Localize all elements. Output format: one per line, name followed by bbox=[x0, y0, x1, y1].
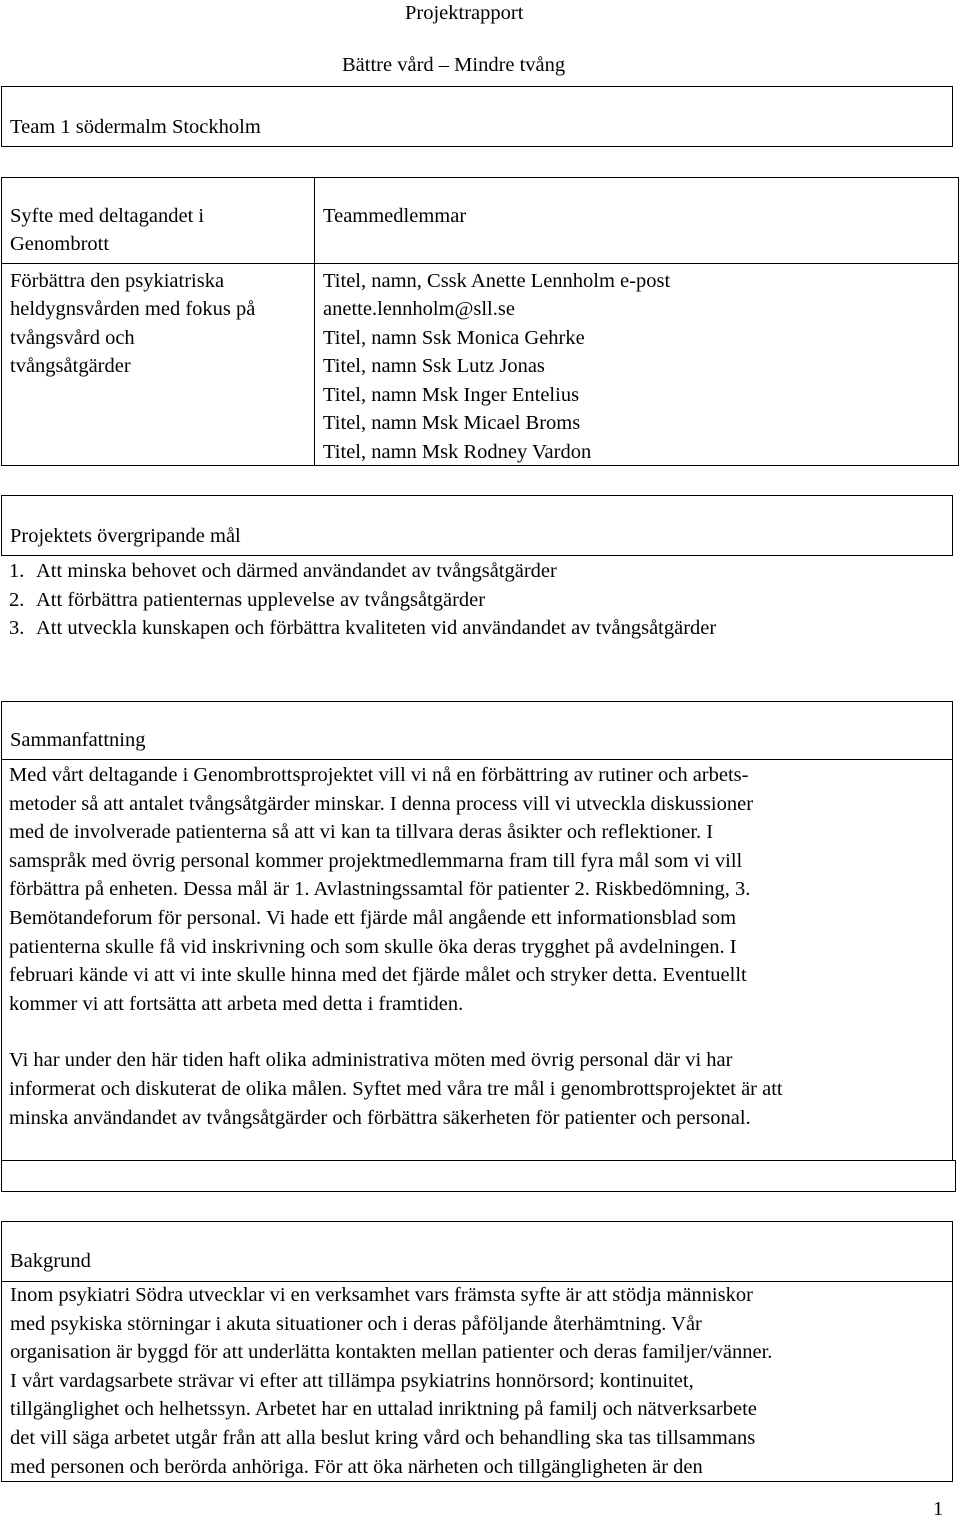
goal-item bbox=[9, 586, 716, 615]
summary-line: kommer vi att fortsätta att arbeta med detta i framtiden. bbox=[9, 992, 464, 1015]
purpose-line: tvångsvård och bbox=[10, 327, 135, 349]
summary-line: informerat och diskuterat de olika målen. Syftet med våra tre mål i genombrottsprojektet är att bbox=[9, 1077, 783, 1100]
summary-line: med de involverade patienterna så att vi kan ta tillvara deras åsikter och reflektioner. I bbox=[9, 821, 714, 844]
summary-heading-box bbox=[1, 701, 953, 760]
goals-heading: Projektets övergripande mål bbox=[10, 525, 241, 547]
background-line: med personen och berörda anhöriga. För att öka närheten och tillgängligheten är den bbox=[10, 1455, 703, 1478]
member-line: Titel, namn Ssk Monica Gehrke bbox=[323, 327, 585, 349]
summary-line: Bemötandeforum för personal. Vi hade ett fjärde mål angående ett informationsblad som bbox=[9, 906, 737, 929]
team-box bbox=[1, 86, 953, 147]
goal-text: Att utveckla kunskapen och förbättra kvaliteten vid användandet av tvångsåtgärder bbox=[36, 617, 717, 640]
goal-item bbox=[9, 557, 716, 586]
team-name: Team 1 södermalm Stockholm bbox=[10, 116, 261, 138]
document-type-title: Projektrapport bbox=[405, 2, 524, 24]
summary-line: metoder så att antalet tvångsåtgärder minskar. I denna process vill vi utveckla diskussioner bbox=[9, 792, 754, 815]
background-body-box bbox=[1, 1281, 953, 1482]
background-body bbox=[10, 1281, 772, 1481]
purpose-divider bbox=[2, 263, 314, 264]
summary-line: Vi har under den här tiden haft olika administrativa möten med övrig personal där vi har bbox=[9, 1049, 733, 1072]
member-line: Titel, namn Msk Rodney Vardon bbox=[323, 441, 592, 463]
background-line: Inom psykiatri Södra utvecklar vi en verksamhet vars främsta syfte är att stödja människor bbox=[10, 1284, 753, 1306]
member-line: Titel, namn Msk Micael Broms bbox=[323, 412, 581, 434]
member-line: Titel, namn Msk Inger Entelius bbox=[323, 384, 580, 406]
goal-item bbox=[9, 614, 716, 643]
summary-line: Med vårt deltagande i Genombrottsprojektet vill vi nå en förbättring av rutiner och arbets- bbox=[9, 764, 749, 786]
background-line: organisation är byggd för att underlätta kontakten mellan patienter och deras familjer/vänner. bbox=[10, 1341, 773, 1364]
summary-heading: Sammanfattning bbox=[10, 729, 146, 751]
background-line: det vill säga arbetet utgår från att alla beslut kring vård och behandling ska tas tillsammans bbox=[10, 1426, 756, 1449]
purpose-line: Förbättra den psykiatriska bbox=[10, 270, 225, 292]
goal-text: Att förbättra patienternas upplevelse av tvångsåtgärder bbox=[36, 588, 486, 611]
purpose-line: heldygnsvården med fokus på bbox=[10, 298, 256, 320]
summary-line: februari kände vi att vi inte skulle hinna med det fjärde målet och stryker detta. Eventuellt bbox=[9, 964, 747, 987]
member-email: anette.lennholm@sll.se bbox=[323, 298, 515, 320]
background-heading: Bakgrund bbox=[10, 1250, 91, 1272]
purpose-heading-line2: Genombrott bbox=[10, 233, 110, 255]
background-line: I vårt vardagsarbete strävar vi efter att tillämpa psykiatrins honnörsord; kontinuitet, bbox=[10, 1369, 694, 1392]
purpose-heading-line1: Syfte med deltagandet i bbox=[10, 205, 205, 227]
goal-text: Att minska behovet och därmed användandet av tvångsåtgärder bbox=[36, 560, 557, 582]
member-line: Titel, namn Ssk Lutz Jonas bbox=[323, 355, 545, 377]
goal-number: 3. bbox=[9, 617, 25, 640]
purpose-line: tvångsåtgärder bbox=[10, 355, 131, 377]
table-column-divider bbox=[314, 178, 315, 465]
empty-section-box bbox=[1, 1160, 956, 1192]
summary-line: minska användandet av tvångsåtgärder och förbättra säkerheten för patienter och personal. bbox=[9, 1106, 751, 1129]
member-line: Titel, namn, Cssk Anette Lennholm e-post bbox=[323, 270, 671, 292]
background-line: tillgänglighet och helhetssyn. Arbetet har en uttalad inriktning på familj och nätverksarbete bbox=[10, 1398, 757, 1421]
project-name: Bättre vård – Mindre tvång bbox=[342, 54, 566, 76]
summary-line: förbättra på enheten. Dessa mål är 1. Avlastningssamtal för patienter 2. Riskbedömning, 3. bbox=[9, 878, 751, 901]
purpose-members-table bbox=[1, 177, 959, 466]
goal-number: 1. bbox=[9, 560, 25, 582]
page-number: 1 bbox=[933, 1498, 944, 1520]
members-heading: Teammedlemmar bbox=[323, 205, 467, 227]
goals-list bbox=[9, 557, 716, 643]
members-divider bbox=[314, 263, 958, 264]
summary-body bbox=[9, 761, 783, 1132]
background-line: med psykiska störningar i akuta situationer och i deras påföljande återhämtning. Vår bbox=[10, 1312, 702, 1335]
goals-box bbox=[1, 495, 953, 556]
summary-right-border bbox=[952, 760, 953, 1160]
summary-line: patienterna skulle få vid inskrivning och som skulle öka deras trygghet på avdelningen. I bbox=[9, 935, 737, 958]
summary-line: samspråk med övrig personal kommer projektmedlemmarna fram till fyra mål som vi vill bbox=[9, 849, 743, 872]
background-heading-box bbox=[1, 1221, 953, 1282]
summary-left-border bbox=[1, 760, 2, 1160]
goal-number: 2. bbox=[9, 588, 25, 611]
